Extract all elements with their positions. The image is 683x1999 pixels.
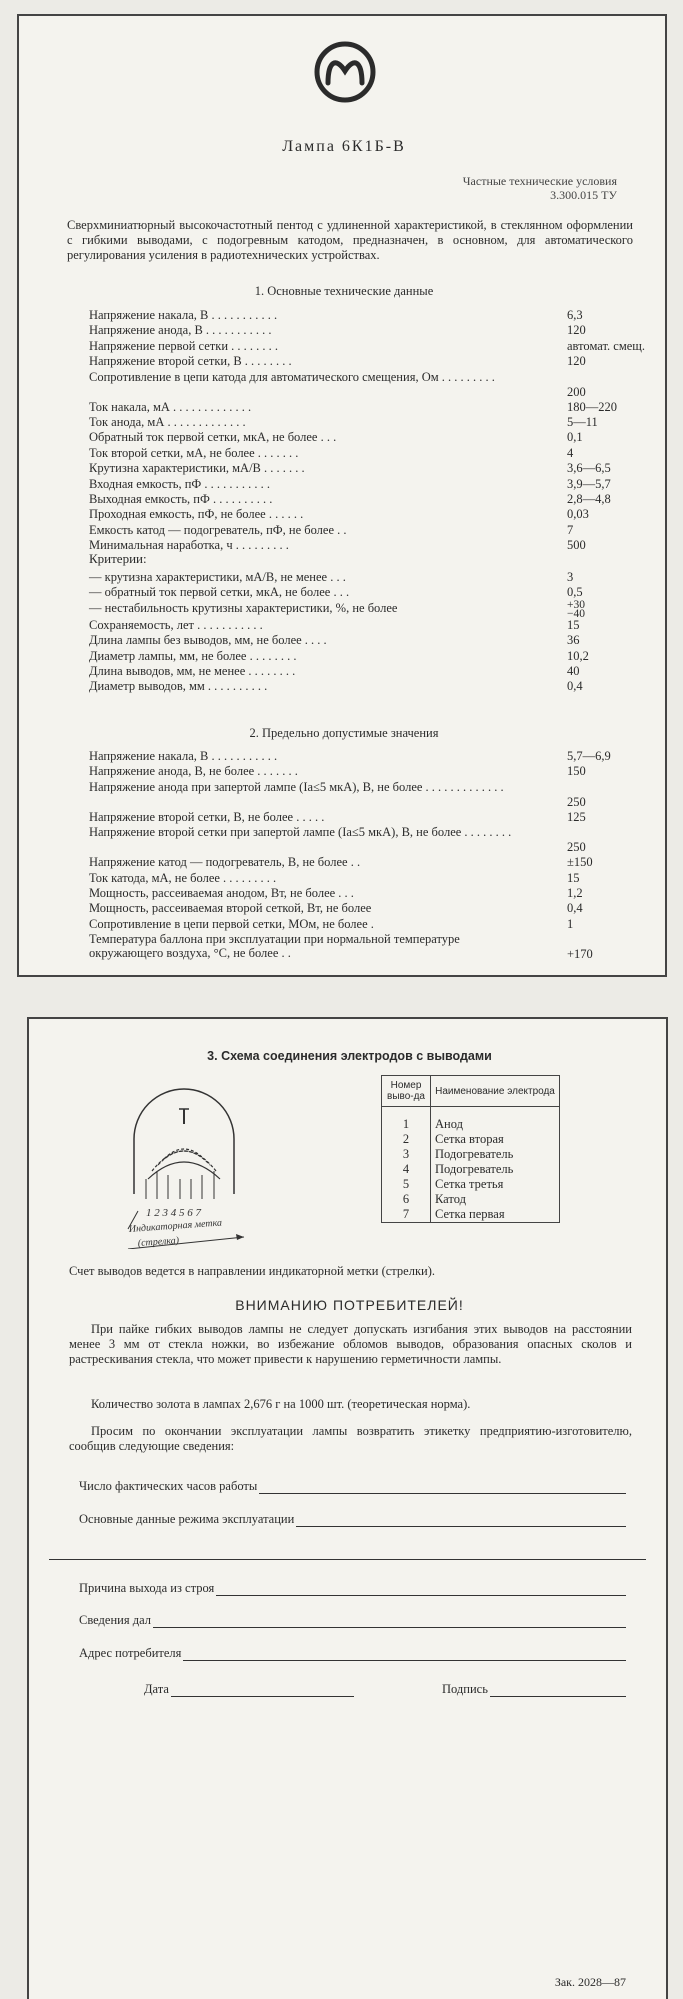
spec-row [89,749,649,764]
spec-label: Входная емкость, пФ . . . . . . . . . . . [89,476,271,491]
spec-value: 180—220 [567,399,617,414]
spec-value: 36 [567,633,580,648]
gold-content-text: Количество золота в лампах 2,676 г на 1000 шт. (теоретическая норма). [91,1397,471,1411]
pin-number: 2 [382,1132,431,1147]
spec-value: 0,4 [567,901,583,916]
spec-value: 5—11 [567,414,598,429]
spec-row [89,633,649,648]
spec-row [89,764,649,779]
spec-row [89,917,649,932]
manufacturer-logo-icon [314,41,376,103]
pin-number: 5 [382,1177,431,1192]
spec-row [89,415,649,430]
section1-title: 1. Основные технические данные [254,284,434,298]
spec-row [89,855,649,870]
spec-value: 0,4 [567,679,583,694]
electrode-name: Сетка первая [431,1207,560,1223]
failure-reason-field[interactable] [79,1581,626,1596]
indicator-mark-caption: Индикаторная метка [128,1217,223,1235]
spec-row [89,649,649,664]
spec-label: Напряжение катод — подогреватель, В, не более . . [89,855,361,870]
electrode-name: Сетка вторая [431,1132,560,1147]
spec-row [89,598,649,620]
spec-label: Напряжение накала, В . . . . . . . . . . . [89,308,278,322]
electrode-name: Подогреватель [431,1147,560,1162]
spec-value: 5,7—6,9 [567,749,611,763]
spec-label: Напряжение второй сетки, В . . . . . . . . [89,354,292,369]
spec-value: автомат. смещ. [567,338,646,353]
spec-label: Сопротивление в цепи первой сетки, МОм, не более . [89,916,374,931]
spec-label: Обратный ток первой сетки, мкА, не более . . . [89,430,337,445]
spec-label: Напряжение анода, В, не более . . . . . . . [89,764,298,779]
pin-number-header: Номер выво-да [382,1076,431,1107]
spec-row [89,585,649,600]
spec-label: Напряжение второй сетки при запертой лампе (Iа≤5 мкА), В, не более . . . . . . . . [89,825,512,840]
spec-row [89,664,649,679]
spec-value: 0,1 [567,430,583,445]
pin-order-note: Счет выводов ведется в направлении индикаторной метки (стрелки). [69,1264,436,1278]
spec-row [89,461,649,476]
pin-table-body [382,1107,560,1223]
spec-value: 250 [567,794,586,809]
spec-value: 4 [567,445,574,460]
spec-value: +30 −40 [567,598,585,620]
spec-row [89,618,649,633]
failure-reason-line[interactable] [216,1583,626,1596]
electrode-name-header: Наименование электрода [431,1076,560,1107]
operating-mode-extra-line[interactable] [49,1559,646,1560]
spec-label: Ток катода, мА, не более . . . . . . . . . [89,870,277,885]
failure-reason-label: Причина выхода из строя [79,1581,215,1595]
pin-number: 4 [382,1162,431,1177]
specification-sheet [17,14,667,977]
pin-number: 6 [382,1192,431,1207]
spec-value: 150 [567,764,586,779]
section2-title: 2. Предельно допустимые значения [249,726,439,740]
criteria-heading [89,551,649,567]
spec-label: Мощность, рассеиваемая анодом, Вт, не более . . . [89,885,354,900]
spec-label: Напряжение первой сетки . . . . . . . . [89,338,279,353]
document-title: Лампа 6К1Б-В [282,138,406,155]
spec-value: 125 [567,809,586,824]
spec-label: — обратный ток первой сетки, мкА, не более . . . [89,585,350,600]
working-hours-label: Число фактических часов работы [79,1479,258,1493]
pin-number: 3 [382,1147,431,1162]
spec-row [89,570,649,585]
order-number: Зак. 2028—87 [554,1975,626,1989]
spec-value: 10,2 [567,648,589,663]
pin-row [382,1117,560,1132]
spec-value: 2,8—4,8 [567,491,611,506]
section1-list [89,308,649,553]
pin-row [382,1207,560,1223]
spec-row [89,339,649,354]
spec-row [89,810,649,825]
arrow-caption: (стрелка) [137,1235,180,1249]
date-label: Дата [144,1682,169,1696]
spec-value: 120 [567,354,586,369]
spec-label: Минимальная наработка, ч . . . . . . . . . [89,538,289,553]
spec-value: 1,2 [567,885,583,900]
spec-label: Температура баллона при эксплуатации при нормальной температуре окружающего воздуха, °С, не более . . [89,932,460,961]
spec-value: 0,5 [567,585,583,600]
spec-value: +170 [567,947,593,962]
spec-row [89,323,649,338]
spec-row [89,370,649,400]
operating-mode-label: Основные данные режима эксплуатации [79,1512,295,1526]
spec-row [89,446,649,461]
section3-title: 3. Схема соединения электродов с выводами [207,1049,492,1063]
spec-value: 6,3 [567,308,583,322]
spec-value: 3,9—5,7 [567,476,611,491]
pin-number: 1 [382,1117,431,1132]
consumer-address-line[interactable] [183,1648,626,1661]
spec-row [89,523,649,538]
criteria-list [89,570,649,695]
return-request-text: Просим по окончании эксплуатации лампы возвратить этикетку предприятию-изготовителю, сообщив следующие сведения: [69,1424,632,1453]
section2-list [89,749,649,962]
signature-field[interactable] [442,1682,626,1697]
spec-label: Напряжение накала, В . . . . . . . . . . . [89,749,278,763]
spec-label: Сопротивление в цепи катода для автоматического смещения, Ом . . . . . . . . . [89,369,495,384]
spec-value: 1 [567,916,574,931]
spec-label: Напряжение второй сетки, В, не более . . . . . [89,809,325,824]
spec-label: — нестабильность крутизны характеристики, %, не более [89,600,398,615]
electrode-name: Катод [431,1192,560,1207]
spec-value: 250 [567,840,586,855]
spec-label: — крутизна характеристики, мА/В, не менее . . . [89,570,346,584]
spec-value: 15 [567,870,580,885]
warning-text: При пайке гибких выводов лампы не следует допускать изгибания этих выводов на расстоянии менее 3 мм от стекла ножки, во избежание обломов выводов, образования опасных сколов и растрескивания стекла, что может привести к нарушению герметичности лампы. [69,1322,632,1366]
spec-row [89,430,649,445]
operating-mode-line[interactable] [296,1514,626,1527]
pin-row [382,1147,560,1162]
info-provided-by-label: Сведения дал [79,1613,151,1627]
spec-value: 120 [567,323,586,338]
pin-table [381,1075,560,1223]
spec-label: Мощность, рассеиваемая второй сеткой, Вт, не более [89,901,372,916]
spec-value: 500 [567,538,586,553]
date-line[interactable] [171,1684,354,1697]
spec-value: 200 [567,384,586,399]
consumer-address-field[interactable] [79,1646,626,1661]
tube-pinout-diagram [124,1079,284,1249]
operating-mode-field[interactable] [79,1512,626,1527]
info-provided-by-field[interactable] [79,1613,626,1628]
spec-row [89,507,649,522]
spec-row [89,886,649,901]
spec-row [89,354,649,369]
signature-line[interactable] [490,1684,626,1697]
connection-sheet [27,1017,668,1999]
spec-label: Сохраняемость, лет . . . . . . . . . . . [89,617,263,632]
spec-row [89,308,649,323]
working-hours-line[interactable] [259,1481,626,1494]
spec-label: Выходная емкость, пФ . . . . . . . . . . [89,491,273,506]
date-field[interactable] [144,1682,354,1697]
spec-value: 15 [567,617,580,632]
spec-row [89,901,649,916]
spec-label: Ток накала, мА . . . . . . . . . . . . . [89,399,252,414]
spec-label: Диаметр лампы, мм, не более . . . . . . . . [89,648,297,663]
spec-row [89,400,649,415]
pin-row [382,1132,560,1147]
technical-conditions [463,174,617,202]
consumer-address-label: Адрес потребителя [79,1646,182,1660]
warning-title: ВНИМАНИЮ ПОТРЕБИТЕЛЕЙ! [235,1297,464,1313]
spec-label: Проходная емкость, пФ, не более . . . . . . [89,507,304,522]
spec-row [89,780,649,810]
spec-row [89,932,649,962]
spec-value: 3,6—6,5 [567,461,611,476]
spec-label: Напряжение анода при запертой лампе (Iа≤5 мкА), В, не более . . . . . . . . . . . . . [89,779,504,794]
info-provided-by-line[interactable] [153,1615,626,1628]
spec-row [89,492,649,507]
electrode-name: Анод [431,1117,560,1132]
spec-label: Емкость катод — подогреватель, пФ, не более . . [89,522,347,537]
criteria-title: Критерии: [89,551,147,566]
spec-label: Ток анода, мА . . . . . . . . . . . . . [89,414,246,429]
spec-row [89,871,649,886]
pin-row [382,1177,560,1192]
electrode-name: Подогреватель [431,1162,560,1177]
spec-label: Длина лампы без выводов, мм, не более . . . . [89,633,327,648]
pin-number: 7 [382,1207,431,1223]
spec-label: Крутизна характеристики, мА/В . . . . . . . [89,461,305,476]
spec-label: Длина выводов, мм, не менее . . . . . . . . [89,663,296,678]
spec-value: 0,03 [567,507,589,522]
spec-label: Напряжение анода, В . . . . . . . . . . . [89,323,272,338]
spec-row [89,825,649,855]
working-hours-field[interactable] [79,1479,626,1494]
spec-value: 40 [567,663,580,678]
spec-row [89,679,649,694]
pin-row [382,1162,560,1177]
spec-label: Ток второй сетки, мА, не более . . . . . . . [89,445,299,460]
spec-value: 7 [567,522,574,537]
electrode-name: Сетка третья [431,1177,560,1192]
tu-line2: 3.300.015 ТУ [550,188,617,202]
spec-label: Диаметр выводов, мм . . . . . . . . . . [89,679,268,694]
tu-line1: Частные технические условия [462,174,617,188]
spec-row [89,477,649,492]
signature-label: Подпись [442,1682,488,1696]
pin-row [382,1192,560,1207]
pin-numbers: 1 2 3 4 5 6 7 [146,1207,201,1219]
spec-value: 3 [567,570,574,584]
spec-value: ±150 [567,855,593,870]
intro-paragraph: Сверхминиатюрный высокочастотный пентод с удлиненной характеристикой, в стеклянном оформлении с гибкими выводами, с подогревным катодом, предназначен, в основном, для автоматического регулирования усиления в радиотехнических устройствах. [67,218,633,262]
